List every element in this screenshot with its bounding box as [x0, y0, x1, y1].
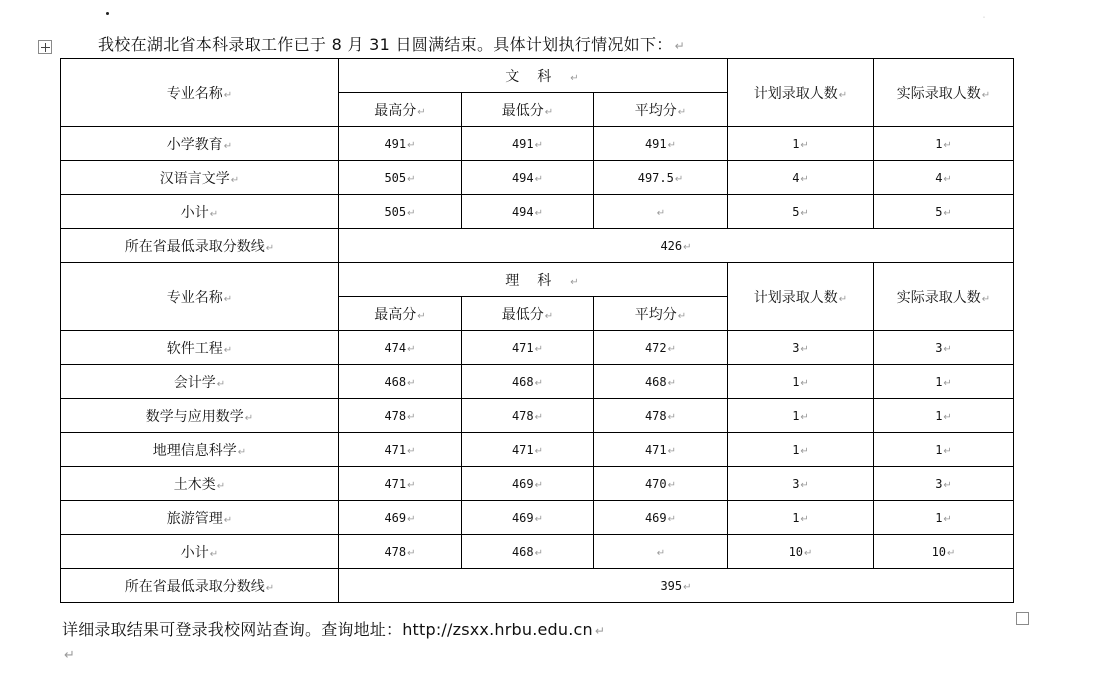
return-arrow-icon: ↵ — [943, 513, 952, 525]
major-name — [61, 433, 339, 467]
avg-score — [594, 433, 728, 467]
return-arrow-icon: ↵ — [534, 479, 544, 491]
actual-count — [874, 331, 1014, 365]
return-arrow-icon: ↵ — [407, 207, 416, 219]
margin-mark: ˙ — [982, 16, 986, 25]
major-name-text: 软件工程 — [166, 340, 223, 357]
return-arrow-icon: ↵ — [407, 377, 416, 389]
min-score — [462, 467, 594, 501]
actual-count-header — [874, 263, 1014, 331]
min-score-text: 491 — [511, 136, 534, 151]
plan-count-header-text: 计划录取人数 — [753, 85, 838, 102]
actual-count — [874, 501, 1014, 535]
min-score-header-text: 最低分 — [501, 306, 544, 323]
return-arrow-icon: ↵ — [544, 310, 554, 322]
major-name — [61, 535, 339, 569]
return-arrow-icon: ↵ — [800, 513, 809, 525]
plan-count — [728, 127, 874, 161]
max-score — [339, 161, 462, 195]
plan-count-text: 10 — [788, 544, 804, 559]
max-score — [339, 467, 462, 501]
min-score-header — [462, 93, 594, 127]
min-line-value — [339, 569, 1014, 603]
table-row — [61, 161, 1014, 195]
outro-text: 详细录取结果可登录我校网站查询。查询地址：http://zsxx.hrbu.edu.cn — [62, 620, 593, 639]
major-name — [61, 399, 339, 433]
return-arrow-icon: ↵ — [800, 343, 809, 355]
actual-count-text: 1 — [935, 408, 943, 423]
return-arrow-icon: ↵ — [216, 480, 226, 492]
return-arrow-icon: ↵ — [656, 547, 666, 559]
return-arrow-icon: ↵ — [407, 173, 416, 185]
avg-score-text: 497.5 — [637, 170, 674, 185]
plan-count-text: 4 — [792, 170, 800, 185]
major-name-text: 小计 — [180, 544, 209, 561]
actual-count — [874, 467, 1014, 501]
return-arrow-icon: ↵ — [417, 310, 426, 322]
return-arrow-icon: ↵ — [534, 411, 544, 423]
actual-count-text: 4 — [935, 170, 943, 185]
return-arrow-icon: ↵ — [216, 378, 226, 390]
plan-count-text: 1 — [792, 442, 800, 457]
min-score — [462, 161, 594, 195]
science-header-row-1 — [61, 263, 1014, 297]
min-score — [462, 365, 594, 399]
min-score — [462, 433, 594, 467]
return-arrow-icon: ↵ — [667, 343, 677, 355]
plan-count-header — [728, 263, 874, 331]
return-arrow-icon: ↵ — [800, 173, 809, 185]
arts-title — [339, 59, 728, 93]
return-arrow-icon: ↵ — [943, 377, 952, 389]
min-score-text: 468 — [511, 374, 534, 389]
return-arrow-icon: ↵ — [417, 106, 426, 118]
avg-score — [594, 127, 728, 161]
min-line-label — [61, 229, 339, 263]
major-name — [61, 161, 339, 195]
plan-count — [728, 331, 874, 365]
return-arrow-icon: ↵ — [209, 548, 219, 560]
arts-header-row-1 — [61, 59, 1014, 93]
max-score-header — [339, 93, 462, 127]
return-arrow-icon: ↵ — [947, 547, 956, 559]
avg-score — [594, 331, 728, 365]
major-header-text: 专业名称 — [166, 289, 223, 306]
return-arrow-icon: ↵ — [64, 648, 75, 663]
max-score — [339, 399, 462, 433]
table-row — [61, 331, 1014, 365]
max-score — [339, 535, 462, 569]
return-arrow-icon: ↵ — [667, 513, 677, 525]
return-arrow-icon: ↵ — [407, 139, 416, 151]
return-arrow-icon: ↵ — [534, 377, 544, 389]
actual-count — [874, 399, 1014, 433]
min-score — [462, 331, 594, 365]
min-score-text: 471 — [511, 442, 534, 457]
return-arrow-icon: ↵ — [800, 479, 809, 491]
plan-count-text: 1 — [792, 408, 800, 423]
max-score — [339, 127, 462, 161]
table-row — [61, 195, 1014, 229]
actual-count-text: 3 — [935, 476, 943, 491]
major-name-text: 小学教育 — [166, 136, 223, 153]
major-name-text: 旅游管理 — [166, 510, 223, 527]
return-arrow-icon: ↵ — [594, 624, 606, 638]
actual-count-text: 10 — [931, 544, 947, 559]
return-arrow-icon: ↵ — [677, 310, 687, 322]
max-score-text: 478 — [384, 544, 407, 559]
plan-count-header-text: 计划录取人数 — [753, 289, 838, 306]
table-row — [61, 127, 1014, 161]
table-row — [61, 433, 1014, 467]
return-arrow-icon: ↵ — [223, 89, 233, 101]
return-arrow-icon: ↵ — [800, 377, 809, 389]
min-score-text: 471 — [511, 340, 534, 355]
return-arrow-icon: ↵ — [838, 293, 848, 305]
return-arrow-icon: ↵ — [407, 513, 416, 525]
return-arrow-icon: ↵ — [667, 377, 677, 389]
avg-score-text: 472 — [644, 340, 667, 355]
return-arrow-icon: ↵ — [800, 139, 809, 151]
max-score-text: 491 — [384, 136, 407, 151]
major-name-text: 数学与应用数学 — [145, 408, 244, 425]
return-arrow-icon: ↵ — [667, 479, 677, 491]
science-title-text: 理科 — [505, 272, 570, 289]
return-arrow-icon: ↵ — [677, 106, 687, 118]
return-arrow-icon: ↵ — [534, 547, 544, 559]
return-arrow-icon: ↵ — [534, 513, 544, 525]
actual-count-text: 3 — [935, 340, 943, 355]
return-arrow-icon: ↵ — [534, 445, 544, 457]
return-arrow-icon: ↵ — [265, 242, 275, 254]
plan-count-text: 1 — [792, 136, 800, 151]
max-score-text: 471 — [384, 442, 407, 457]
return-arrow-icon: ↵ — [943, 173, 952, 185]
major-name — [61, 501, 339, 535]
max-score — [339, 331, 462, 365]
avg-score-text: 469 — [644, 510, 667, 525]
intro-paragraph — [98, 32, 685, 55]
return-arrow-icon: ↵ — [838, 89, 848, 101]
return-arrow-icon: ↵ — [981, 293, 991, 305]
return-arrow-icon: ↵ — [534, 343, 544, 355]
major-header — [61, 263, 339, 331]
avg-score-header-text: 平均分 — [634, 306, 677, 323]
return-arrow-icon: ↵ — [534, 207, 544, 219]
max-score — [339, 195, 462, 229]
return-arrow-icon: ↵ — [570, 276, 579, 288]
return-arrow-icon: ↵ — [667, 411, 677, 423]
avg-score-text: 470 — [644, 476, 667, 491]
arts-min-line-row — [61, 229, 1014, 263]
actual-count-header-text: 实际录取人数 — [896, 85, 981, 102]
table-row — [61, 365, 1014, 399]
plan-count-text: 3 — [792, 340, 800, 355]
avg-score-text: 478 — [644, 408, 667, 423]
min-score-text: 469 — [511, 510, 534, 525]
plan-count-text: 1 — [792, 510, 800, 525]
plan-count — [728, 467, 874, 501]
return-arrow-icon: ↵ — [407, 547, 416, 559]
actual-count-text: 1 — [935, 136, 943, 151]
max-score-text: 469 — [384, 510, 407, 525]
max-score-header — [339, 297, 462, 331]
return-arrow-icon: ↵ — [265, 582, 275, 594]
return-arrow-icon: ↵ — [804, 547, 813, 559]
max-score-text: 478 — [384, 408, 407, 423]
min-score — [462, 535, 594, 569]
major-name-text: 土木类 — [173, 476, 216, 493]
admission-table — [60, 58, 1014, 603]
major-name-text: 地理信息科学 — [152, 442, 237, 459]
major-name-text: 会计学 — [173, 374, 216, 391]
return-arrow-icon: ↵ — [244, 412, 254, 424]
major-name-text: 小计 — [180, 204, 209, 221]
plan-count — [728, 195, 874, 229]
min-score — [462, 195, 594, 229]
max-score-text: 505 — [384, 170, 407, 185]
min-score-text: 494 — [511, 204, 534, 219]
plan-count — [728, 399, 874, 433]
major-name-text: 汉语言文学 — [159, 170, 230, 187]
plan-count — [728, 501, 874, 535]
min-score — [462, 399, 594, 433]
min-line-label-text: 所在省最低录取分数线 — [124, 238, 265, 255]
table-row — [61, 399, 1014, 433]
return-arrow-icon: ↵ — [943, 479, 952, 491]
avg-score — [594, 399, 728, 433]
min-score-text: 469 — [511, 476, 534, 491]
return-arrow-icon: ↵ — [800, 411, 809, 423]
return-arrow-icon: ↵ — [674, 39, 685, 53]
return-arrow-icon: ↵ — [981, 89, 991, 101]
plan-count-header — [728, 59, 874, 127]
avg-score — [594, 467, 728, 501]
return-arrow-icon: ↵ — [534, 173, 544, 185]
max-score-header-text: 最高分 — [374, 102, 417, 119]
min-line-value-text: 395 — [660, 578, 683, 593]
major-name — [61, 331, 339, 365]
avg-score — [594, 535, 728, 569]
actual-count — [874, 535, 1014, 569]
return-arrow-icon: ↵ — [407, 343, 416, 355]
table-row — [61, 535, 1014, 569]
table-row — [61, 501, 1014, 535]
science-min-line-row — [61, 569, 1014, 603]
plan-count-text: 1 — [792, 374, 800, 389]
avg-score-header — [594, 297, 728, 331]
plan-count-text: 3 — [792, 476, 800, 491]
max-score — [339, 365, 462, 399]
return-arrow-icon: ↵ — [570, 72, 579, 84]
return-arrow-icon: ↵ — [209, 208, 219, 220]
min-score-text: 468 — [511, 544, 534, 559]
major-header — [61, 59, 339, 127]
move-cross-icon[interactable] — [38, 40, 52, 54]
arts-title-text: 文科 — [505, 68, 570, 85]
outro-paragraph — [62, 617, 605, 640]
major-name — [61, 127, 339, 161]
max-score-text: 468 — [384, 374, 407, 389]
return-arrow-icon: ↵ — [683, 581, 692, 593]
avg-score-text: 471 — [644, 442, 667, 457]
min-line-label-text: 所在省最低录取分数线 — [124, 578, 265, 595]
return-arrow-icon: ↵ — [223, 344, 233, 356]
avg-score — [594, 195, 728, 229]
max-score-text: 474 — [384, 340, 407, 355]
min-score — [462, 127, 594, 161]
return-arrow-icon: ↵ — [667, 445, 677, 457]
major-name — [61, 467, 339, 501]
return-arrow-icon: ↵ — [800, 445, 809, 457]
plan-count — [728, 161, 874, 195]
return-arrow-icon: ↵ — [943, 343, 952, 355]
max-score-text: 471 — [384, 476, 407, 491]
avg-score-header-text: 平均分 — [634, 102, 677, 119]
bullet-dot — [106, 12, 109, 15]
actual-count-text: 1 — [935, 510, 943, 525]
return-arrow-icon: ↵ — [544, 106, 554, 118]
actual-count — [874, 195, 1014, 229]
return-arrow-icon: ↵ — [223, 293, 233, 305]
max-score — [339, 501, 462, 535]
actual-count-text: 1 — [935, 374, 943, 389]
plan-count — [728, 365, 874, 399]
actual-count — [874, 433, 1014, 467]
actual-count — [874, 365, 1014, 399]
science-title — [339, 263, 728, 297]
max-score-header-text: 最高分 — [374, 306, 417, 323]
actual-count-header — [874, 59, 1014, 127]
return-arrow-icon: ↵ — [237, 446, 247, 458]
return-arrow-icon: ↵ — [223, 140, 233, 152]
avg-score — [594, 161, 728, 195]
return-arrow-icon: ↵ — [407, 411, 416, 423]
major-header-text: 专业名称 — [166, 85, 223, 102]
return-arrow-icon: ↵ — [223, 514, 233, 526]
return-arrow-icon: ↵ — [943, 411, 952, 423]
return-arrow-icon: ↵ — [800, 207, 809, 219]
table-row — [61, 467, 1014, 501]
actual-count-text: 5 — [935, 204, 943, 219]
return-arrow-icon: ↵ — [683, 241, 692, 253]
return-arrow-icon: ↵ — [656, 207, 666, 219]
min-score — [462, 501, 594, 535]
return-arrow-icon: ↵ — [407, 445, 416, 457]
return-arrow-icon: ↵ — [943, 139, 952, 151]
actual-count-header-text: 实际录取人数 — [896, 289, 981, 306]
major-name — [61, 195, 339, 229]
max-score-text: 505 — [384, 204, 407, 219]
min-line-label — [61, 569, 339, 603]
actual-count — [874, 161, 1014, 195]
avg-score-text: 491 — [644, 136, 667, 151]
plan-count — [728, 535, 874, 569]
avg-score — [594, 365, 728, 399]
return-arrow-icon: ↵ — [667, 139, 677, 151]
min-score-text: 494 — [511, 170, 534, 185]
return-arrow-icon: ↵ — [230, 174, 240, 186]
resize-square-icon[interactable] — [1016, 612, 1029, 625]
major-name — [61, 365, 339, 399]
min-score-header — [462, 297, 594, 331]
actual-count — [874, 127, 1014, 161]
max-score — [339, 433, 462, 467]
avg-score-header — [594, 93, 728, 127]
return-arrow-icon: ↵ — [407, 479, 416, 491]
return-arrow-icon: ↵ — [943, 207, 952, 219]
return-arrow-icon: ↵ — [943, 445, 952, 457]
min-score-header-text: 最低分 — [501, 102, 544, 119]
plan-count — [728, 433, 874, 467]
intro-text: 我校在湖北省本科录取工作已于 8 月 31 日圆满结束。具体计划执行情况如下： — [98, 35, 673, 54]
return-arrow-icon: ↵ — [534, 139, 544, 151]
avg-score-text: 468 — [644, 374, 667, 389]
plan-count-text: 5 — [792, 204, 800, 219]
min-score-text: 478 — [511, 408, 534, 423]
return-arrow-icon: ↵ — [674, 173, 684, 185]
min-line-value — [339, 229, 1014, 263]
avg-score — [594, 501, 728, 535]
actual-count-text: 1 — [935, 442, 943, 457]
min-line-value-text: 426 — [660, 238, 683, 253]
